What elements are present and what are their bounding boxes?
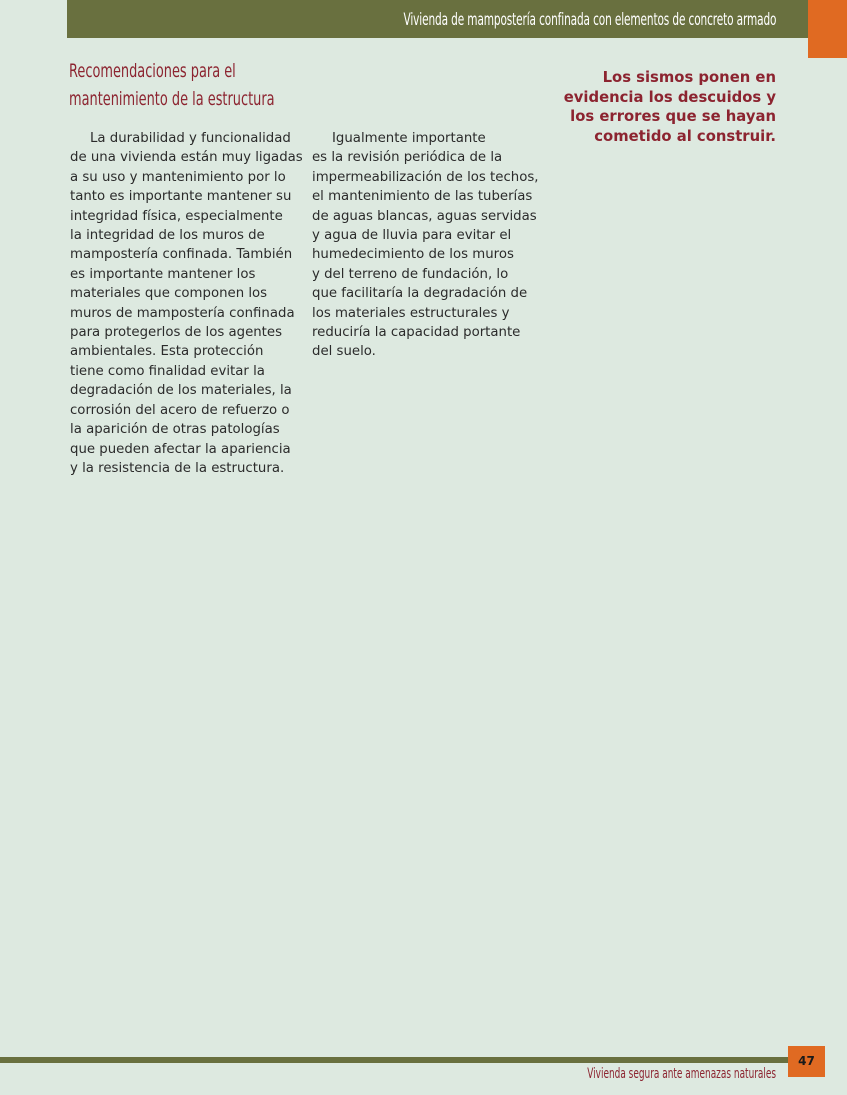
paragraph-line: la integridad de los muros de [70,228,265,244]
paragraph-line: tiene como finalidad evitar la [70,363,265,379]
orange-corner-tab [808,0,847,58]
paragraph-line: y agua de lluvia para evitar el [312,228,512,244]
section-heading [69,57,275,113]
footer-book-title: Vivienda segura ante amenazas naturales [587,1066,776,1082]
pull-quote-line: Los sismos ponen en [602,69,776,86]
paragraph-line: que pueden afectar la apariencia [70,441,291,457]
pull-quote-line: los errores que se hayan [570,108,776,125]
paragraph-line: reduciría la capacidad portante [312,325,521,341]
paragraph-line: integridad física, especialmente [70,208,283,224]
header-bar [67,0,825,38]
pull-quote [516,68,776,146]
paragraph-line: el mantenimiento de las tuberías [312,189,533,205]
paragraph-line: que facilitaría la degradación de [312,286,528,302]
paragraph-line: a su uso y mantenimiento por lo [70,169,286,185]
paragraph-line: corrosión del acero de refuerzo o [70,402,290,418]
running-header-title: Vivienda de mampostería confinada con elementos de concreto armado [403,10,776,30]
section-heading-line: mantenimiento de la estructura [69,88,275,110]
pull-quote-line: cometido al construir. [594,127,776,145]
paragraph-line: la aparición de otras patologías [70,422,280,438]
paragraph-line: tanto es importante mantener su [70,189,292,205]
paragraph-line: y la resistencia de la estructura. [70,460,285,476]
section-heading-line: Recomendaciones para el [69,60,236,82]
paragraph-line: de una vivienda están muy ligadas [70,150,303,166]
paragraph-line: materiales que componen los [70,286,268,302]
paragraph-line: humedecimiento de los muros [312,247,514,263]
paragraph-line: impermeabilización de los techos, [312,169,539,185]
paragraph-line: La durabilidad y funcionalidad [90,131,291,146]
paragraph-line: Igualmente importante [332,131,486,146]
paragraph-line: de aguas blancas, aguas servidas [312,208,537,224]
pull-quote-line: evidencia los descuidos y [563,88,776,106]
page-number: 47 [788,1046,825,1077]
paragraph-line: muros de mampostería confinada [70,305,295,321]
paragraph-line: degradación de los materiales, la [70,383,292,399]
footer-rule [0,1057,790,1063]
paragraph-line: y del terreno de fundación, lo [312,266,509,282]
paragraph-line: es la revisión periódica de la [312,150,503,166]
paragraph-line: es importante mantener los [70,266,256,282]
body-column-2 [312,129,538,362]
paragraph-line: para protegerlos de los agentes [70,325,282,341]
body-column-1 [70,129,303,478]
paragraph-line: mampostería confinada. También [70,247,293,263]
paragraph-line: ambientales. Esta protección [70,344,264,360]
paragraph-line: del suelo. [312,344,376,360]
paragraph-line: los materiales estructurales y [312,305,510,321]
